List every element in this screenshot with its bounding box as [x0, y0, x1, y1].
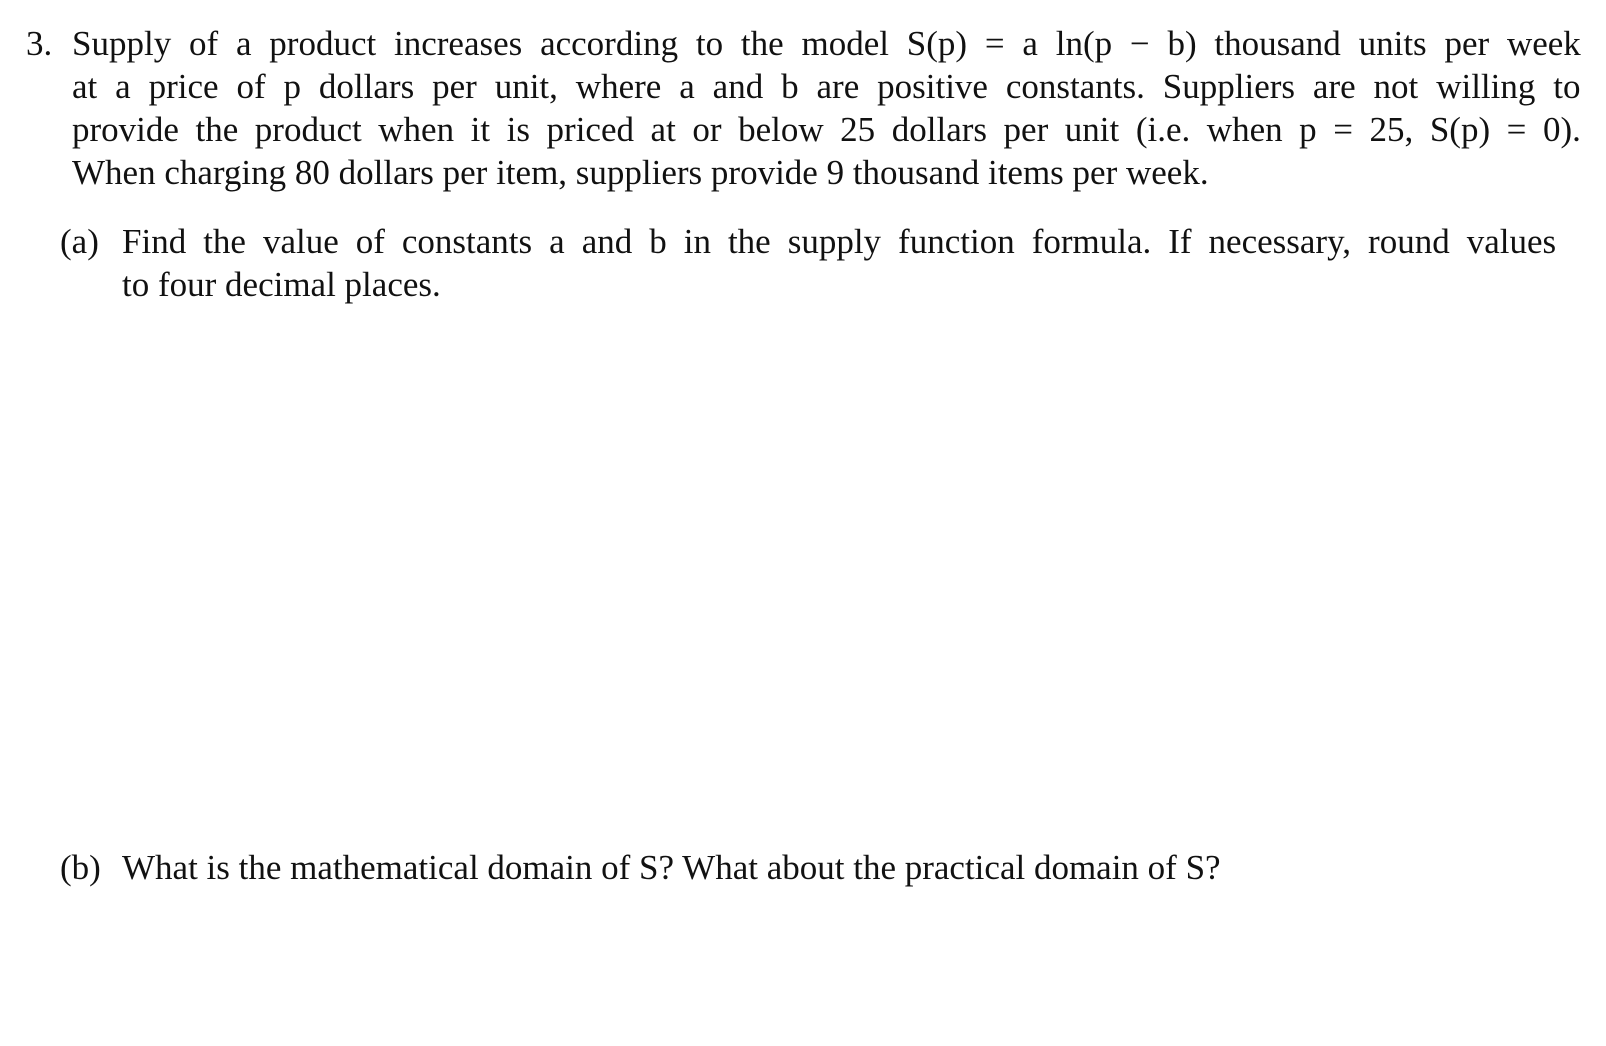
problem-line-4: When charging 80 dollars per item, suppliers provide 9 thousand items per week.: [72, 153, 1209, 192]
part-a-label: (a): [60, 222, 99, 261]
problem-line-3: provide the product when it is priced at or below 25 dollars per unit (i.e. when p = 25, S(p) = 0).: [72, 110, 1581, 149]
part-b-label: (b): [60, 848, 101, 887]
part-b-question: [122, 846, 1556, 889]
problem-statement: [72, 22, 1581, 194]
part-a-line-1: Find the value of constants a and b in the supply function formula. If necessary, round values: [122, 222, 1557, 261]
problem-line-2: at a price of p dollars per unit, where a and b are positive constants. Suppliers are not willing to: [72, 67, 1581, 106]
problem-line-1: Supply of a product increases according to the model S(p) = a ln(p − b) thousand units per week: [72, 24, 1581, 63]
problem-number: 3.: [26, 24, 53, 63]
part-a-line-2: to four decimal places.: [122, 265, 441, 304]
part-b-line-1: What is the mathematical domain of S? What about the practical domain of S?: [122, 848, 1221, 887]
part-a-question: [122, 220, 1556, 306]
